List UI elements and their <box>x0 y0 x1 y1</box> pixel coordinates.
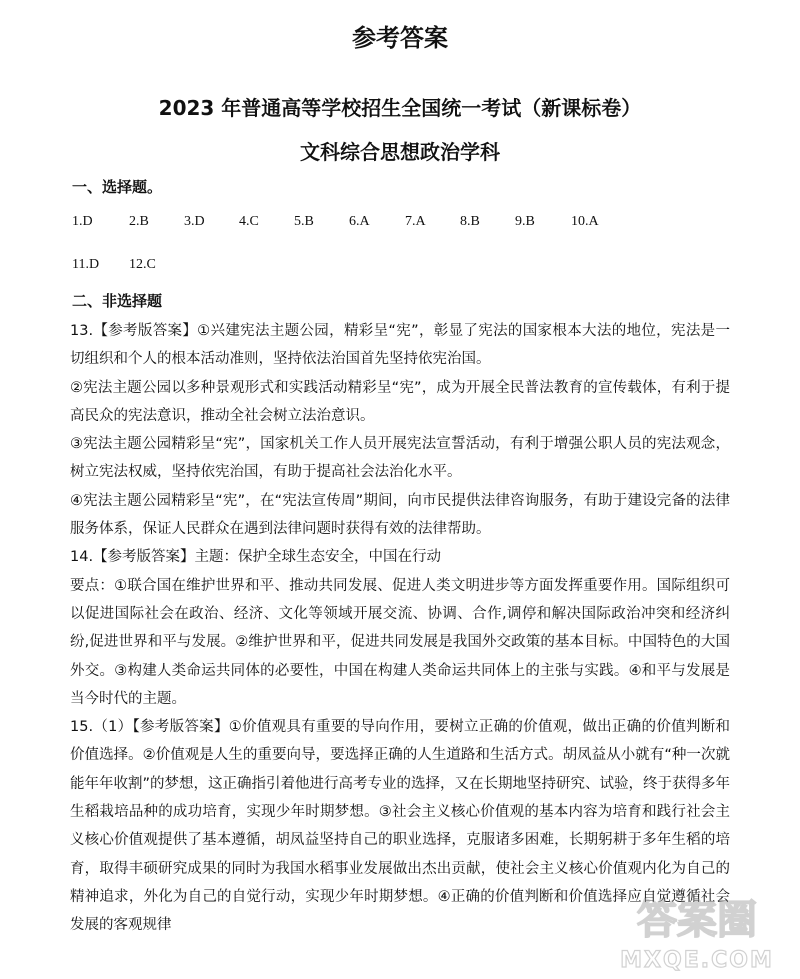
document-title: 参考答案 <box>352 24 448 52</box>
subject-title: 文科综合思想政治学科 <box>300 140 500 164</box>
answer-item: 10.A <box>571 214 599 229</box>
answer-item: 4.C <box>239 214 259 229</box>
answer-item: 3.D <box>184 214 205 229</box>
watermark-logo <box>602 885 792 975</box>
watermark-url: MXQE.COM <box>620 948 774 973</box>
section-heading-non-choice: 二、非选择题 <box>72 292 163 310</box>
answer-body <box>70 317 730 940</box>
answer-item: 12.C <box>129 257 156 272</box>
answer-paragraph: 要点：①联合国在维护世界和平、推动共同发展、促进人类文明进步等方面发挥重要作用。国际组织可以促进国际社会在政治、经济、文化等领域开展交流、协调、合作,调停和解决国际政治冲突和经济纠纷,促进世界和平与发展。②维护世界和平，促进共同发展是我国外交政策的基本目标。中国特色的大国外交。③构建人类命运共同体的必要性，中国在构建人类命运共同体上的主张与实践。④和平与发展是当今时代的主题。 <box>70 577 730 707</box>
answer-item: 5.B <box>294 214 314 229</box>
answer-paragraph: ②宪法主题公园以多种景观形式和实践活动精彩呈“宪”，成为开展全民普法教育的宣传载体，有利于提高民众的宪法意识，推动全社会树立法治意识。 <box>70 379 730 424</box>
answer-item: 1.D <box>72 214 93 229</box>
answer-item: 7.A <box>405 214 426 229</box>
answer-item: 9.B <box>515 214 535 229</box>
section-heading-multiple-choice: 一、选择题。 <box>72 178 163 196</box>
answer-item: 2.B <box>129 214 149 229</box>
answer-paragraph: 14.【参考版答案】主题：保护全球生态安全，中国在行动 <box>70 549 442 566</box>
answer-paragraph: 13.【参考版答案】①兴建宪法主题公园，精彩呈“宪”，彰显了宪法的国家根本大法的地位，宪法是一切组织和个人的根本活动准则，坚持依法治国首先坚持依宪治国。 <box>70 323 730 368</box>
answer-paragraph: 15.（1）【参考版答案】①价值观具有重要的导向作用，要树立正确的价值观，做出正确的价值判断和价值选择。②价值观是人生的重要向导，要选择正确的人生道路和生活方式。胡凤益从小就有“种一次就能年年收割”的梦想，这正确指引着他进行高考专业的选择，又在长期地坚持研究、试验，终于获得多年生稻栽培品种的成功培育，实现少年时期梦想。③社会主义核心价值观的基本内容为培育和践行社会主义核心价值观提供了基本遵循，胡凤益坚持自己的职业选择，克服诸多困难，长期躬耕于多年生稻的培育，取得丰硕研究成果的同时为我国水稻事业发展做出杰出贡献，使社会主义核心价值观内化为自己的精神追求，外化为自己的自觉行动，实现少年时期梦想。④正确的价值判断和价值选择应自觉遵循社会发展的客观规律 <box>70 719 731 934</box>
answer-item: 6.A <box>349 214 370 229</box>
watermark-text: 答案圈 <box>637 897 757 943</box>
answer-paragraph: ③宪法主题公园精彩呈“宪”，国家机关工作人员开展宪法宣誓活动，有利于增强公职人员的宪法观念，树立宪法权威，坚持依宪治国，有助于提高社会法治化水平。 <box>70 436 730 481</box>
exam-title: 2023 年普通高等学校招生全国统一考试（新课标卷） <box>158 96 642 120</box>
answer-paragraph: ④宪法主题公园精彩呈“宪”，在“宪法宣传周”期间，向市民提供法律咨询服务，有助于建设完备的法律服务体系，保证人民群众在遇到法律问题时获得有效的法律帮助。 <box>70 492 730 538</box>
answer-item: 8.B <box>460 214 480 229</box>
answer-item: 11.D <box>72 257 100 272</box>
